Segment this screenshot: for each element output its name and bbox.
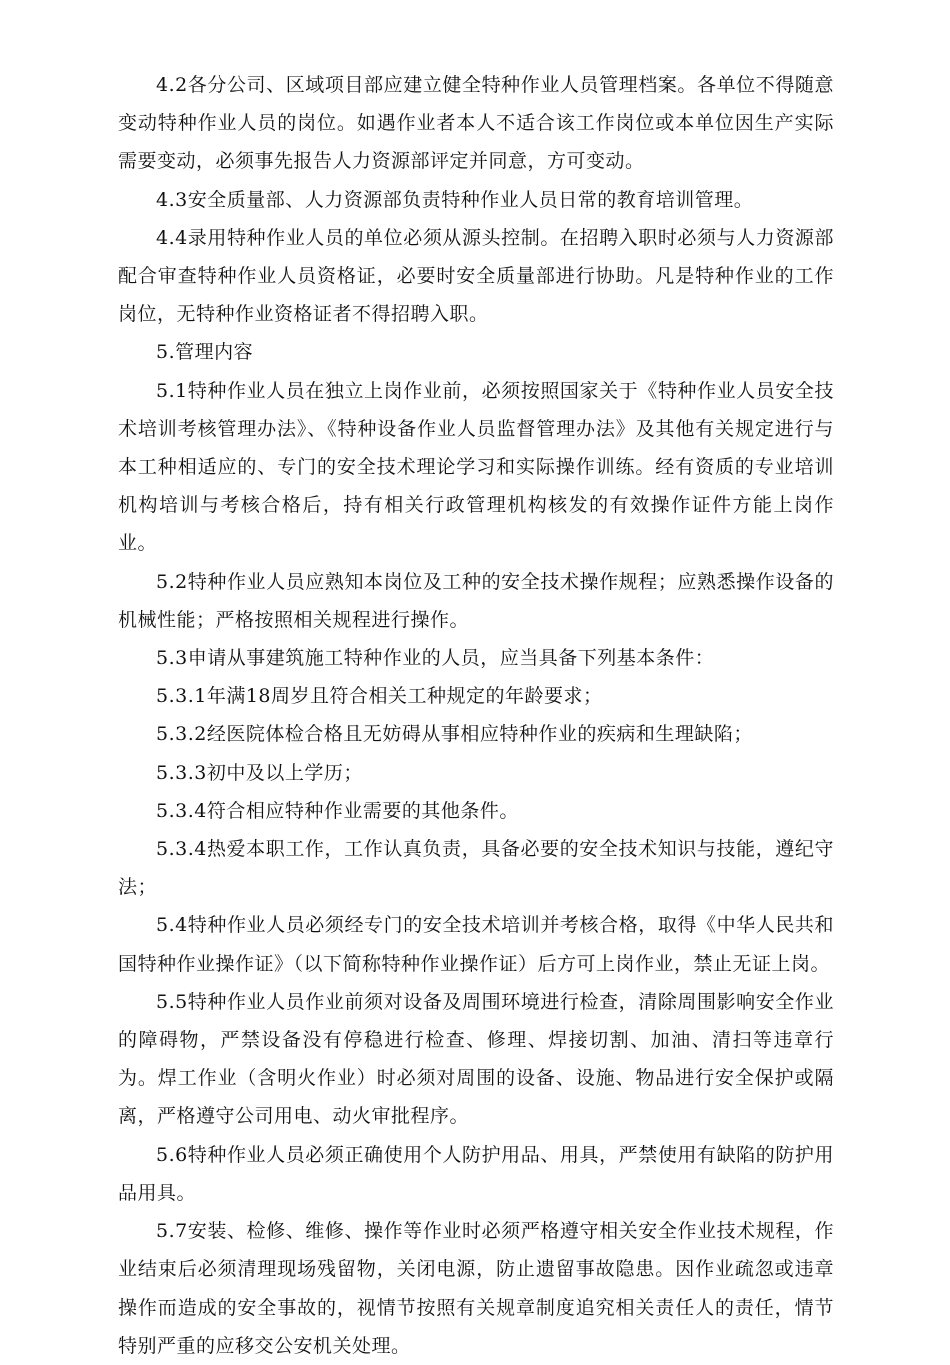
paragraph-5-6: 5.6特种作业人员必须正确使用个人防护用品、用具，严禁使用有缺陷的防护用品用具。 (118, 1143, 834, 1204)
paragraph-5-3-3: 5.3.3初中及以上学历； (156, 761, 363, 784)
paragraph-5-3-4: 5.3.4符合相应特种作业需要的其他条件。 (156, 799, 519, 822)
paragraph-5-4: 5.4特种作业人员必须经专门的安全技术培训并考核合格，取得《中华人民共和国特种作业操作证》（以下简称特种作业操作证）后方可上岗作业，禁止无证上岗。 (118, 914, 834, 975)
paragraph-5-2: 5.2特种作业人员应熟知本岗位及工种的安全技术操作规程；应熟悉操作设备的机械性能；严格按照相关规程进行操作。 (118, 570, 834, 631)
paragraph-5-3: 5.3申请从事建筑施工特种作业的人员，应当具备下列基本条件： (156, 647, 715, 670)
section-heading-5: 5.管理内容 (156, 341, 254, 364)
paragraph-5-1: 5.1特种作业人员在独立上岗作业前，必须按照国家关于《特种作业人员安全技术培训考核管理办法》、《特种设备作业人员监督管理办法》及其他有关规定进行与本工种相适应的、专门的安全技术理论学习和实际操作训练。经有资质的专业培训机构培训与考核合格后，持有相关行政管理机构核发的有效操作证件方能上岗作业。 (118, 379, 834, 555)
paragraph-4-2: 4.2各分公司、区域项目部应建立健全特种作业人员管理档案。各单位不得随意变动特种作业人员的岗位。如遇作业者本人不适合该工作岗位或本单位因生产实际需要变动，必须事先报告人力资源部评定并同意，方可变动。 (118, 74, 834, 173)
paragraph-4-3: 4.3安全质量部、人力资源部负责特种作业人员日常的教育培训管理。 (156, 188, 754, 211)
document-body (118, 66, 834, 1365)
paragraph-4-4: 4.4录用特种作业人员的单位必须从源头控制。在招聘入职时必须与人力资源部配合审查特种作业人员资格证，必要时安全质量部进行协助。凡是特种作业的工作岗位，无特种作业资格证者不得招聘入职。 (118, 226, 834, 326)
paragraph-5-3-1: 5.3.1年满18周岁且符合相关工种规定的年龄要求； (156, 685, 603, 708)
paragraph-5-3-4-b: 5.3.4热爱本职工作，工作认真负责，具备必要的安全技术知识与技能，遵纪守法； (118, 838, 834, 899)
paragraph-5-7: 5.7安装、检修、维修、操作等作业时必须严格遵守相关安全作业技术规程，作业结束后必须清理现场残留物，关闭电源，防止遗留事故隐患。因作业疏忽或违章操作而造成的安全事故的，视情节按照有关规章制度追究相关责任人的责任，情节特别严重的应移交公安机关处理。 (118, 1220, 834, 1357)
paragraph-5-3-2: 5.3.2经医院体检合格且无妨碍从事相应特种作业的疾病和生理缺陷； (156, 723, 753, 746)
paragraph-5-5: 5.5特种作业人员作业前须对设备及周围环境进行检查，清除周围影响安全作业的障碍物，严禁设备没有停稳进行检查、修理、焊接切割、加油、清扫等违章行为。焊工作业（含明火作业）时必须对周围的设备、设施、物品进行安全保护或隔离，严格遵守公司用电、动火审批程序。 (118, 990, 834, 1128)
